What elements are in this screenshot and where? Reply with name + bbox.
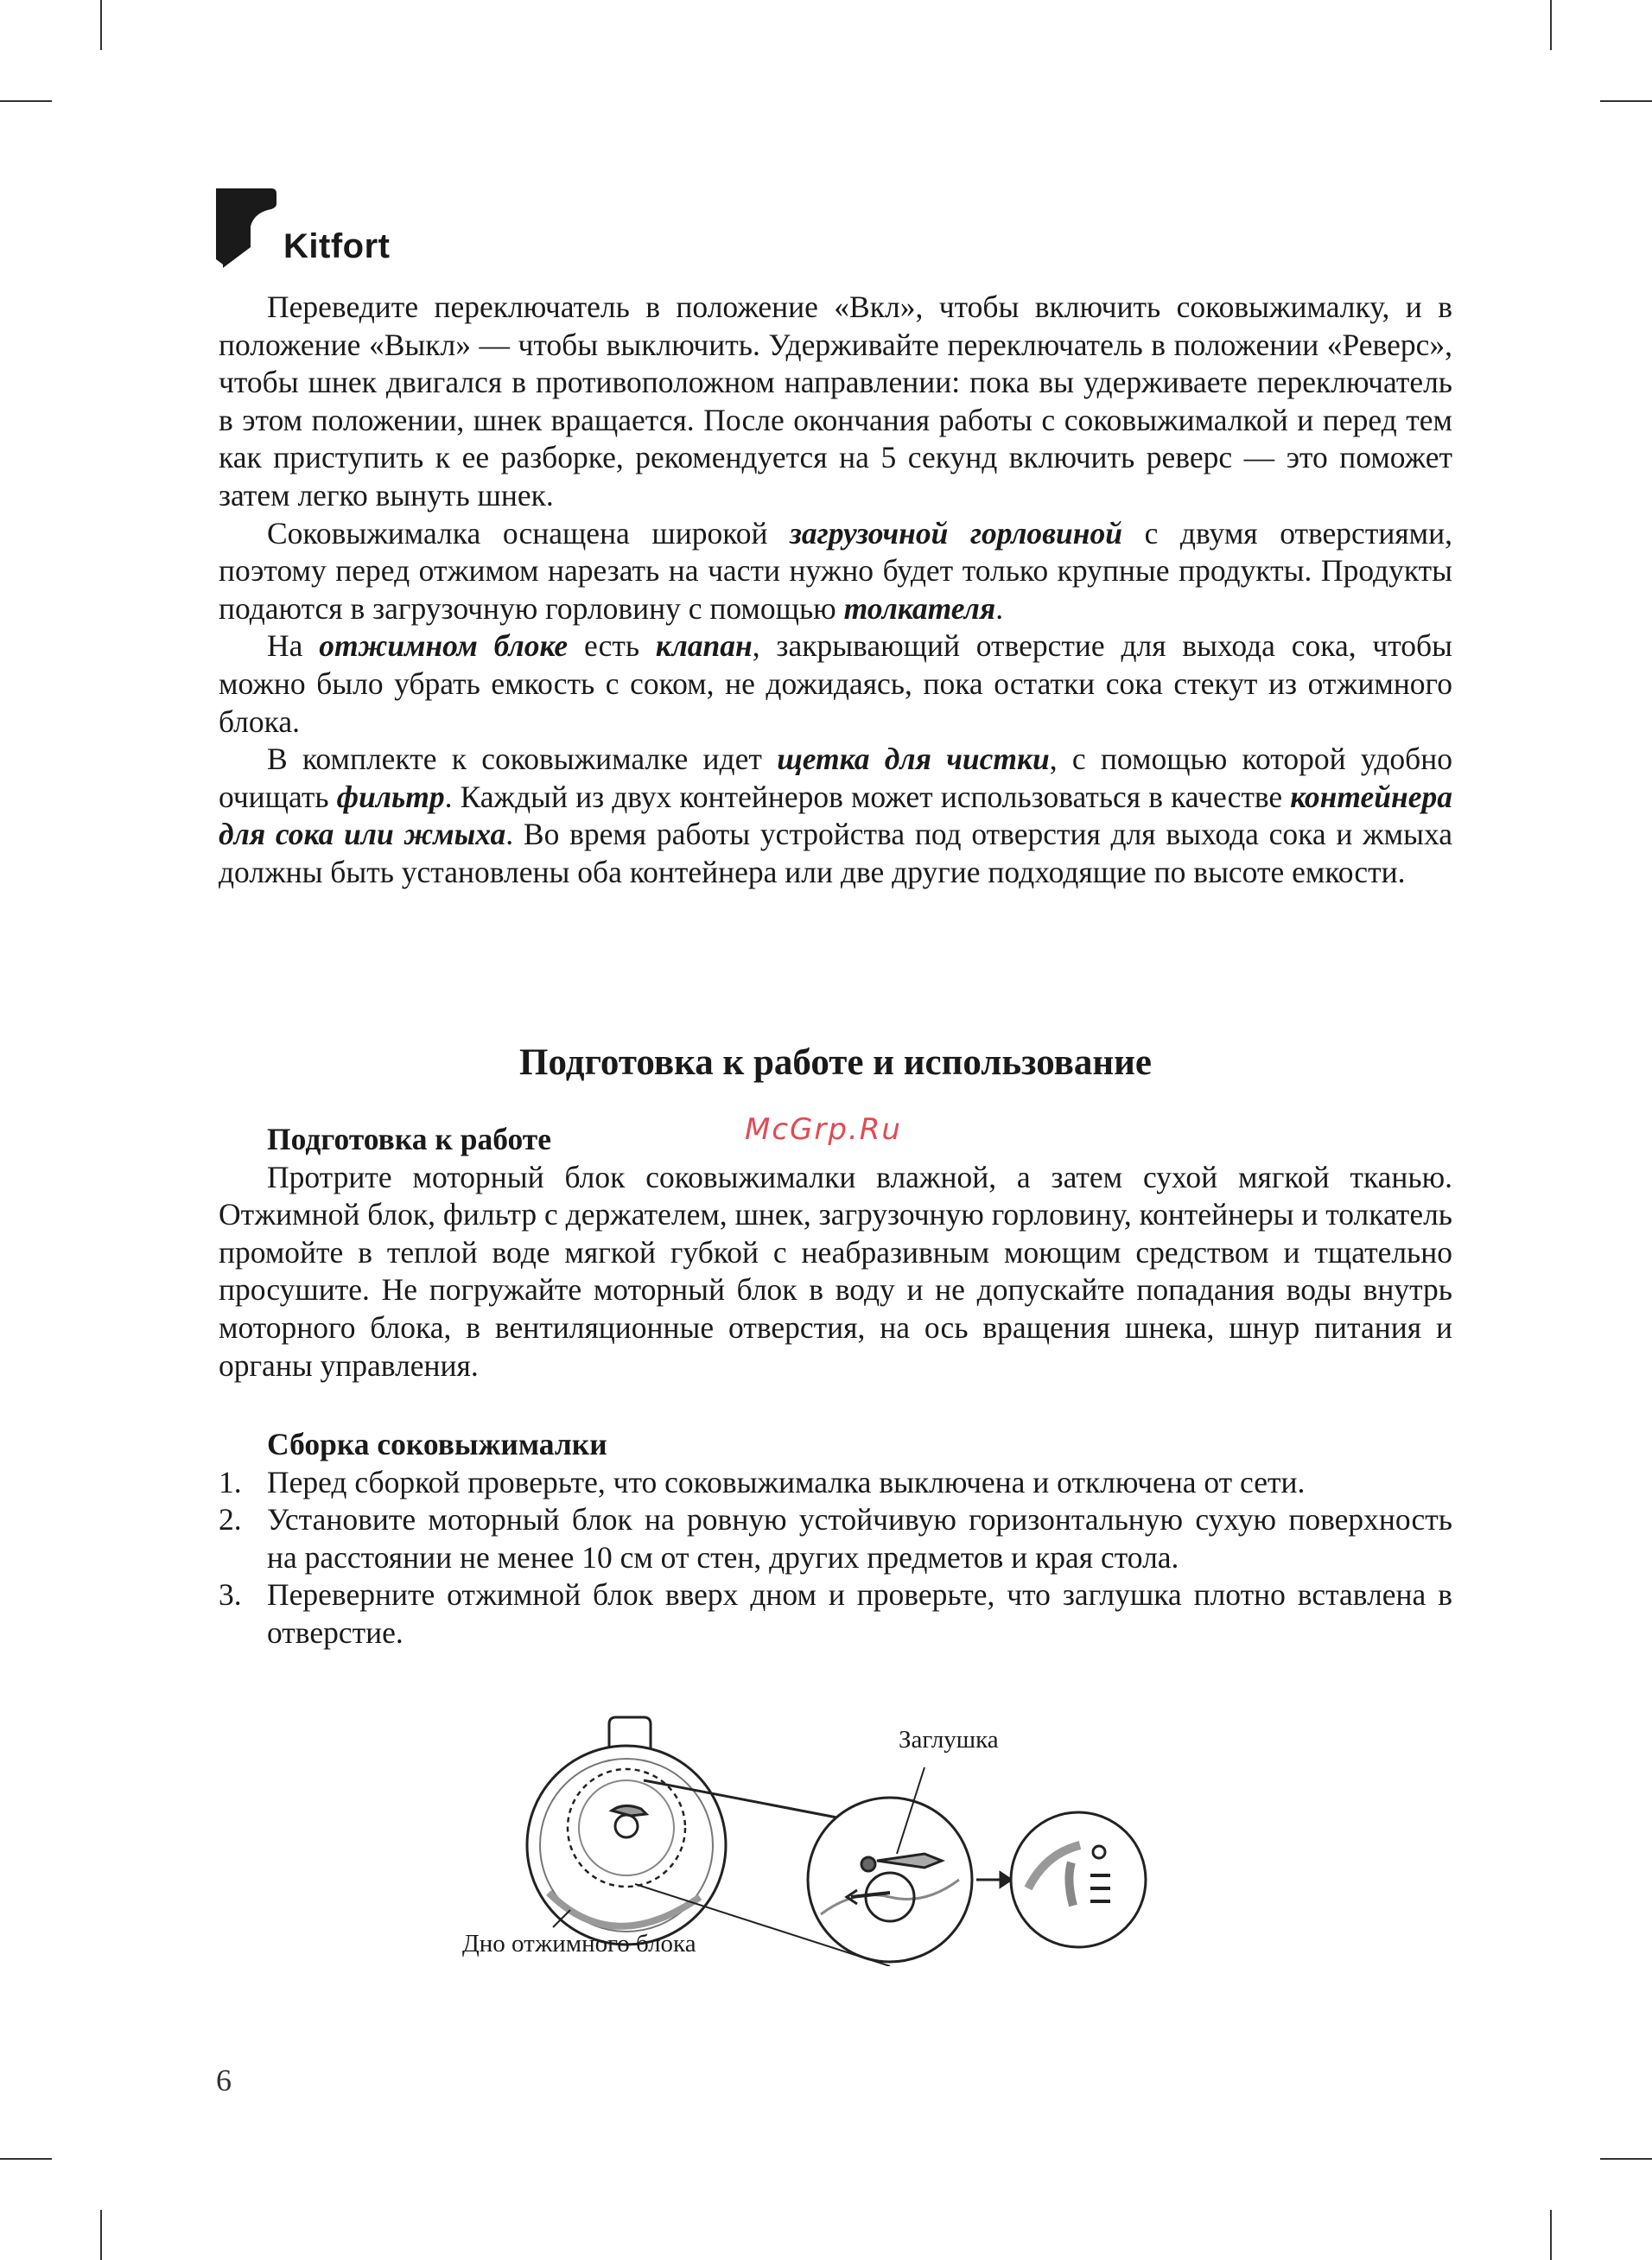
body-paragraph [219, 289, 1452, 515]
text-run: Соковыжималка оснащена широкой [267, 515, 791, 551]
brand-logo [216, 188, 390, 268]
step-number: 2. [219, 1502, 242, 1537]
step-number: 3. [219, 1577, 242, 1613]
step-text: Перед сборкой проверьте, что соковыжималка выключена и отключена от сети. [267, 1464, 1306, 1499]
emphasized-term: толкателя [843, 590, 996, 626]
crop-mark [100, 0, 102, 50]
emphasized-term: клапан [655, 628, 753, 664]
list-item [219, 1464, 1452, 1502]
list-item [219, 1501, 1452, 1576]
page-number: 6 [216, 2063, 232, 2098]
assembly-heading: Сборка соковыжималки [267, 1427, 607, 1461]
juicer-bottom-illustration [441, 1707, 1218, 1966]
text-run: , закрывающий отверстие для выхода сока, чтобы можно было убрать емкость с соком, не дожидаясь, пока остатки сока стекут из отжимного блока. [219, 628, 1452, 739]
crop-mark [1550, 0, 1552, 50]
figure-label-plug: Заглушка [899, 1726, 999, 1754]
step-number: 1. [219, 1464, 242, 1499]
brand-name: Kitfort [283, 227, 391, 265]
assembly-steps [219, 1464, 1452, 1652]
text-run: На [267, 628, 320, 664]
figure-label-bottom: Дно отжимного блока [462, 1930, 696, 1958]
emphasized-term: отжимном блоке [319, 628, 569, 664]
text-run: , с помощью которой удобно очищать [219, 742, 1452, 814]
body-paragraph [219, 515, 1452, 628]
crop-mark [0, 100, 52, 102]
crop-mark [0, 2158, 52, 2160]
list-item [219, 1576, 1452, 1652]
text-run: с двумя отверстиями, поэтому перед отжимом нарезать на части нужно будет только крупные продукты. Продукты подаются в загрузочную горловину с помощью [219, 515, 1452, 626]
emphasized-term: контейнера для сока или жмыха [219, 779, 1452, 852]
text-run: . Во время работы устройства под отверстия для выхода сока и жмыха должны быть установлены оба контейнера или две другие подходящие по высоте емкости. [219, 817, 1452, 889]
prep-block [219, 1121, 1452, 1385]
watermark: McGrp.Ru [745, 1112, 902, 1147]
section-title: Подготовка к работе и использование [519, 1042, 1152, 1083]
crop-mark [1600, 2158, 1652, 2160]
text-run: есть [568, 628, 656, 664]
crop-mark [1600, 100, 1652, 102]
text-run: . [995, 590, 1004, 626]
text-run: В комплекте к соковыжималке идет [267, 742, 778, 777]
crop-mark [1550, 2210, 1552, 2260]
text-run: . Каждый из двух контейнеров может использоваться в качестве [444, 779, 1291, 814]
body-paragraph [219, 627, 1452, 741]
text-run: Переведите переключатель в положение «Вкл», чтобы включить соковыжималку, и в положение «Выкл» — чтобы выключить. Удерживайте переключатель в положении «Реверс», чтобы шнек двигался в противоположном направлении: пока вы удерживаете переключатель в этом положении, шнек вращается. После окончания работы с соковыжималкой и перед тем как приступить к ее разборке, рекомендуется на 5 секунд включить реверс — это поможет затем легко вынуть шнек. [219, 290, 1452, 512]
crop-mark [100, 2210, 102, 2260]
body-paragraph [219, 741, 1452, 891]
emphasized-term: фильтр [336, 779, 445, 814]
intro-text [219, 289, 1452, 892]
kitfort-logo-icon [216, 188, 276, 268]
plug-figure [441, 1707, 1218, 1966]
step-text: Переверните отжимной блок вверх дном и проверьте, что заглушка плотно вставлена в отверстие. [267, 1577, 1452, 1650]
emphasized-term: загрузочной горловиной [790, 515, 1122, 551]
prep-paragraph: Протрите моторный блок соковыжималки влажной, а затем сухой мягкой тканью. Отжимной блок, фильтр с держателем, шнек, загрузочную горловину, контейнеры и толкатель промойте в теплой воде мягкой губкой с неабразивным моющим средством и тщательно просушите. Не погружайте моторный блок в воду и не допускайте попадания воды внутрь моторного блока, в вентиляционные отверстия, на ось вращения шнека, шнур питания и органы управления. [219, 1159, 1452, 1383]
step-text: Установите моторный блок на ровную устойчивую горизонтальную сухую поверхность на расстоянии не менее 10 см от стен, других предметов и края стола. [267, 1502, 1452, 1575]
prep-heading: Подготовка к работе [267, 1122, 551, 1156]
emphasized-term: щетка для чистки [777, 742, 1050, 777]
assembly-block [219, 1426, 1452, 1652]
